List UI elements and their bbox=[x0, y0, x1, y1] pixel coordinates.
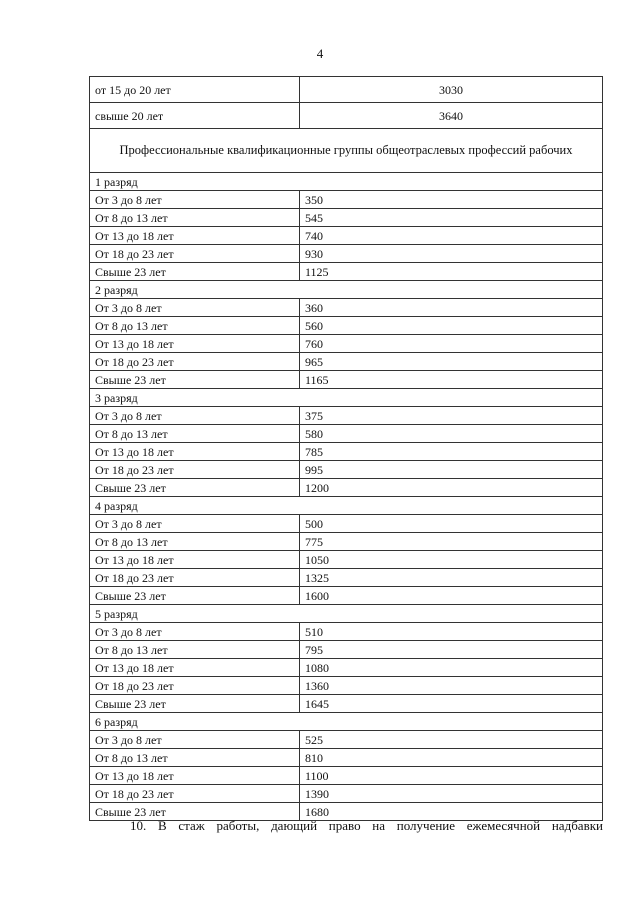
table-row bbox=[90, 569, 603, 587]
allowance-value: 525 bbox=[300, 731, 603, 749]
allowance-value: 1645 bbox=[300, 695, 603, 713]
allowance-value: 350 bbox=[300, 191, 603, 209]
grade-header-row bbox=[90, 281, 603, 299]
table-row bbox=[90, 749, 603, 767]
grade-title: 3 разряд bbox=[90, 389, 603, 407]
table-row bbox=[90, 425, 603, 443]
table-row bbox=[90, 677, 603, 695]
allowance-value: 545 bbox=[300, 209, 603, 227]
allowance-value: 1390 bbox=[300, 785, 603, 803]
seniority-label: От 18 до 23 лет bbox=[90, 245, 300, 263]
seniority-label: Свыше 23 лет bbox=[90, 479, 300, 497]
table-row bbox=[90, 785, 603, 803]
seniority-label: От 13 до 18 лет bbox=[90, 227, 300, 245]
table-row bbox=[90, 191, 603, 209]
table-row bbox=[90, 335, 603, 353]
table-row bbox=[90, 767, 603, 785]
seniority-label: От 3 до 8 лет bbox=[90, 623, 300, 641]
allowance-value: 1080 bbox=[300, 659, 603, 677]
allowance-value: 760 bbox=[300, 335, 603, 353]
allowance-value: 360 bbox=[300, 299, 603, 317]
table-row bbox=[90, 209, 603, 227]
seniority-label: От 13 до 18 лет bbox=[90, 551, 300, 569]
seniority-label: От 18 до 23 лет bbox=[90, 677, 300, 695]
allowance-value: 3640 bbox=[300, 103, 603, 129]
grade-title: 6 разряд bbox=[90, 713, 603, 731]
grade-header-row bbox=[90, 713, 603, 731]
grade-header-row bbox=[90, 605, 603, 623]
allowance-value: 1165 bbox=[300, 371, 603, 389]
table-row bbox=[90, 263, 603, 281]
allowance-value: 740 bbox=[300, 227, 603, 245]
grade-header-row bbox=[90, 173, 603, 191]
allowance-value: 1200 bbox=[300, 479, 603, 497]
paragraph-10: 10. В стаж работы, дающий право на получение ежемесячной надбавки bbox=[130, 818, 603, 833]
seniority-label: от 15 до 20 лет bbox=[90, 77, 300, 103]
seniority-label: От 8 до 13 лет bbox=[90, 533, 300, 551]
table-row bbox=[90, 533, 603, 551]
seniority-label: От 8 до 13 лет bbox=[90, 749, 300, 767]
seniority-label: От 18 до 23 лет bbox=[90, 353, 300, 371]
table-row bbox=[90, 695, 603, 713]
grade-title: 5 разряд bbox=[90, 605, 603, 623]
table-row bbox=[90, 479, 603, 497]
allowance-value: 965 bbox=[300, 353, 603, 371]
seniority-label: От 3 до 8 лет bbox=[90, 407, 300, 425]
allowance-value: 1100 bbox=[300, 767, 603, 785]
table-row bbox=[90, 245, 603, 263]
allowance-value: 1600 bbox=[300, 587, 603, 605]
seniority-label: От 18 до 23 лет bbox=[90, 461, 300, 479]
allowance-value: 775 bbox=[300, 533, 603, 551]
grade-title: 4 разряд bbox=[90, 497, 603, 515]
seniority-label: От 8 до 13 лет bbox=[90, 209, 300, 227]
seniority-label: Свыше 23 лет bbox=[90, 587, 300, 605]
seniority-label: От 3 до 8 лет bbox=[90, 299, 300, 317]
grade-header-row bbox=[90, 389, 603, 407]
table-row bbox=[90, 659, 603, 677]
allowance-value: 1680 bbox=[300, 803, 603, 821]
seniority-label: Свыше 23 лет bbox=[90, 695, 300, 713]
table-row bbox=[90, 587, 603, 605]
table-row bbox=[90, 77, 603, 103]
seniority-label: От 13 до 18 лет bbox=[90, 335, 300, 353]
seniority-label: От 8 до 13 лет bbox=[90, 425, 300, 443]
allowance-value: 375 bbox=[300, 407, 603, 425]
table-row bbox=[90, 731, 603, 749]
table-row bbox=[90, 551, 603, 569]
seniority-label: От 3 до 8 лет bbox=[90, 731, 300, 749]
table-row bbox=[90, 623, 603, 641]
table-row bbox=[90, 371, 603, 389]
allowance-value: 795 bbox=[300, 641, 603, 659]
table-row bbox=[90, 103, 603, 129]
seniority-label: От 3 до 8 лет bbox=[90, 191, 300, 209]
table-row bbox=[90, 407, 603, 425]
table-row bbox=[90, 353, 603, 371]
table-row bbox=[90, 461, 603, 479]
seniority-label: От 13 до 18 лет bbox=[90, 443, 300, 461]
table-row bbox=[90, 443, 603, 461]
seniority-label: От 18 до 23 лет bbox=[90, 785, 300, 803]
seniority-label: Свыше 23 лет bbox=[90, 371, 300, 389]
grade-title: 2 разряд bbox=[90, 281, 603, 299]
allowance-value: 1360 bbox=[300, 677, 603, 695]
page-number: 4 bbox=[316, 46, 324, 61]
allowance-value: 1325 bbox=[300, 569, 603, 587]
allowance-value: 785 bbox=[300, 443, 603, 461]
table-row bbox=[90, 641, 603, 659]
seniority-label: От 3 до 8 лет bbox=[90, 515, 300, 533]
allowance-table bbox=[89, 76, 603, 821]
allowance-value: 1050 bbox=[300, 551, 603, 569]
section-title: Профессиональные квалификационные группы общеотраслевых профессий рабочих bbox=[90, 129, 603, 173]
seniority-label: От 13 до 18 лет bbox=[90, 767, 300, 785]
allowance-value: 3030 bbox=[300, 77, 603, 103]
seniority-label: свыше 20 лет bbox=[90, 103, 300, 129]
allowance-value: 930 bbox=[300, 245, 603, 263]
table-row bbox=[90, 227, 603, 245]
table-row bbox=[90, 299, 603, 317]
seniority-label: От 18 до 23 лет bbox=[90, 569, 300, 587]
seniority-label: Свыше 23 лет bbox=[90, 263, 300, 281]
allowance-value: 510 bbox=[300, 623, 603, 641]
seniority-label: Свыше 23 лет bbox=[90, 803, 300, 821]
table-body bbox=[90, 77, 603, 821]
seniority-label: От 8 до 13 лет bbox=[90, 317, 300, 335]
table-row bbox=[90, 317, 603, 335]
table-row bbox=[90, 515, 603, 533]
allowance-value: 500 bbox=[300, 515, 603, 533]
seniority-label: От 13 до 18 лет bbox=[90, 659, 300, 677]
allowance-value: 995 bbox=[300, 461, 603, 479]
seniority-label: От 8 до 13 лет bbox=[90, 641, 300, 659]
allowance-value: 580 bbox=[300, 425, 603, 443]
allowance-value: 810 bbox=[300, 749, 603, 767]
grade-header-row bbox=[90, 497, 603, 515]
allowance-value: 560 bbox=[300, 317, 603, 335]
section-title-row bbox=[90, 129, 603, 173]
grade-title: 1 разряд bbox=[90, 173, 603, 191]
allowance-value: 1125 bbox=[300, 263, 603, 281]
